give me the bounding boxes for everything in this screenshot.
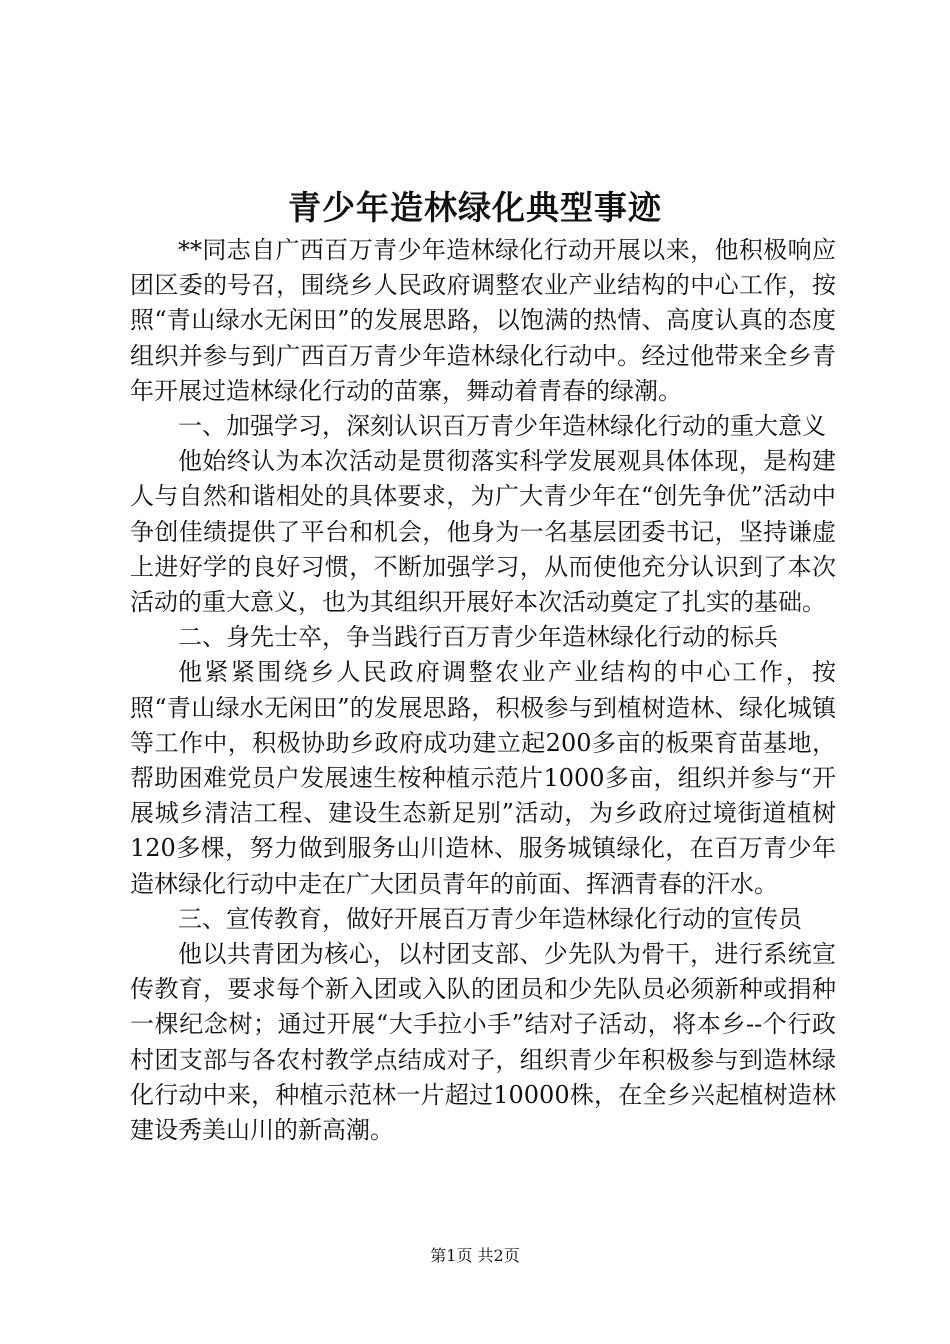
page-number: 第1页 共2页 (430, 1246, 520, 1265)
paragraph-section-3: 他以共青团为核心，以村团支部、少先队为骨干，进行系统宣传教育，要求每个新入团或入队的团员和少先队员必须新种或捐种一棵纪念树；通过开展“大手拉小手”结对子活动，将本乡--个行政村团支部与各农村教学点结成对子，组织青少年积极参与到造林绿化行动中来，种植示范林一片超过10000株，在全乡兴起植树造林建设秀美山川的新高潮。 (130, 940, 836, 1145)
section-heading-1: 一、加强学习，深刻认识百万青少年造林绿化行动的重大意义 (178, 412, 826, 441)
section-heading-3: 三、宣传教育，做好开展百万青少年造林绿化行动的宣传员 (178, 904, 802, 933)
section-heading-2: 二、身先士卒，争当践行百万青少年造林绿化行动的标兵 (178, 623, 778, 652)
paragraph-section-2: 他紧紧围绕乡人民政府调整农业产业结构的中心工作，按照“青山绿水无闲田”的发展思路，积极参与到植树造林、绿化城镇等工作中，积极协助乡政府成功建立起200多亩的板栗育苗基地，帮助困难党员户发展速生桉种植示范片1000多亩，组织并参与“开展城乡清洁工程、建设生态新足别”活动，为乡政府过境街道植树120多棵，努力做到服务山川造林、服务城镇绿化，在百万青少年造林绿化行动中走在广大团员青年的前面、挥洒青春的汗水。 (130, 658, 836, 898)
document-body (130, 233, 836, 1148)
paragraph-intro: **同志自广西百万青少年造林绿化行动开展以来，他积极响应团区委的号召，围绕乡人民政府调整农业产业结构的中心工作，按照“青山绿水无闲田”的发展思路，以饱满的热情、高度认真的态度组织并参与到广西百万青少年造林绿化行动中。经过他带来全乡青年开展过造林绿化行动的苗寨，舞动着青春的绿潮。 (130, 236, 836, 405)
paragraph-section-1: 他始终认为本次活动是贯彻落实科学发展观具体体现，是构建人与自然和谐相处的具体要求，为广大青少年在“创先争优”活动中争创佳绩提供了平台和机会，他身为一名基层团委书记，坚持谦虚上进好学的良好习惯，不断加强学习，从而使他充分认识到了本次活动的重大意义，也为其组织开展好本次活动奠定了扎实的基础。 (130, 447, 836, 617)
document-title: 青少年造林绿化典型事迹 (288, 188, 662, 227)
